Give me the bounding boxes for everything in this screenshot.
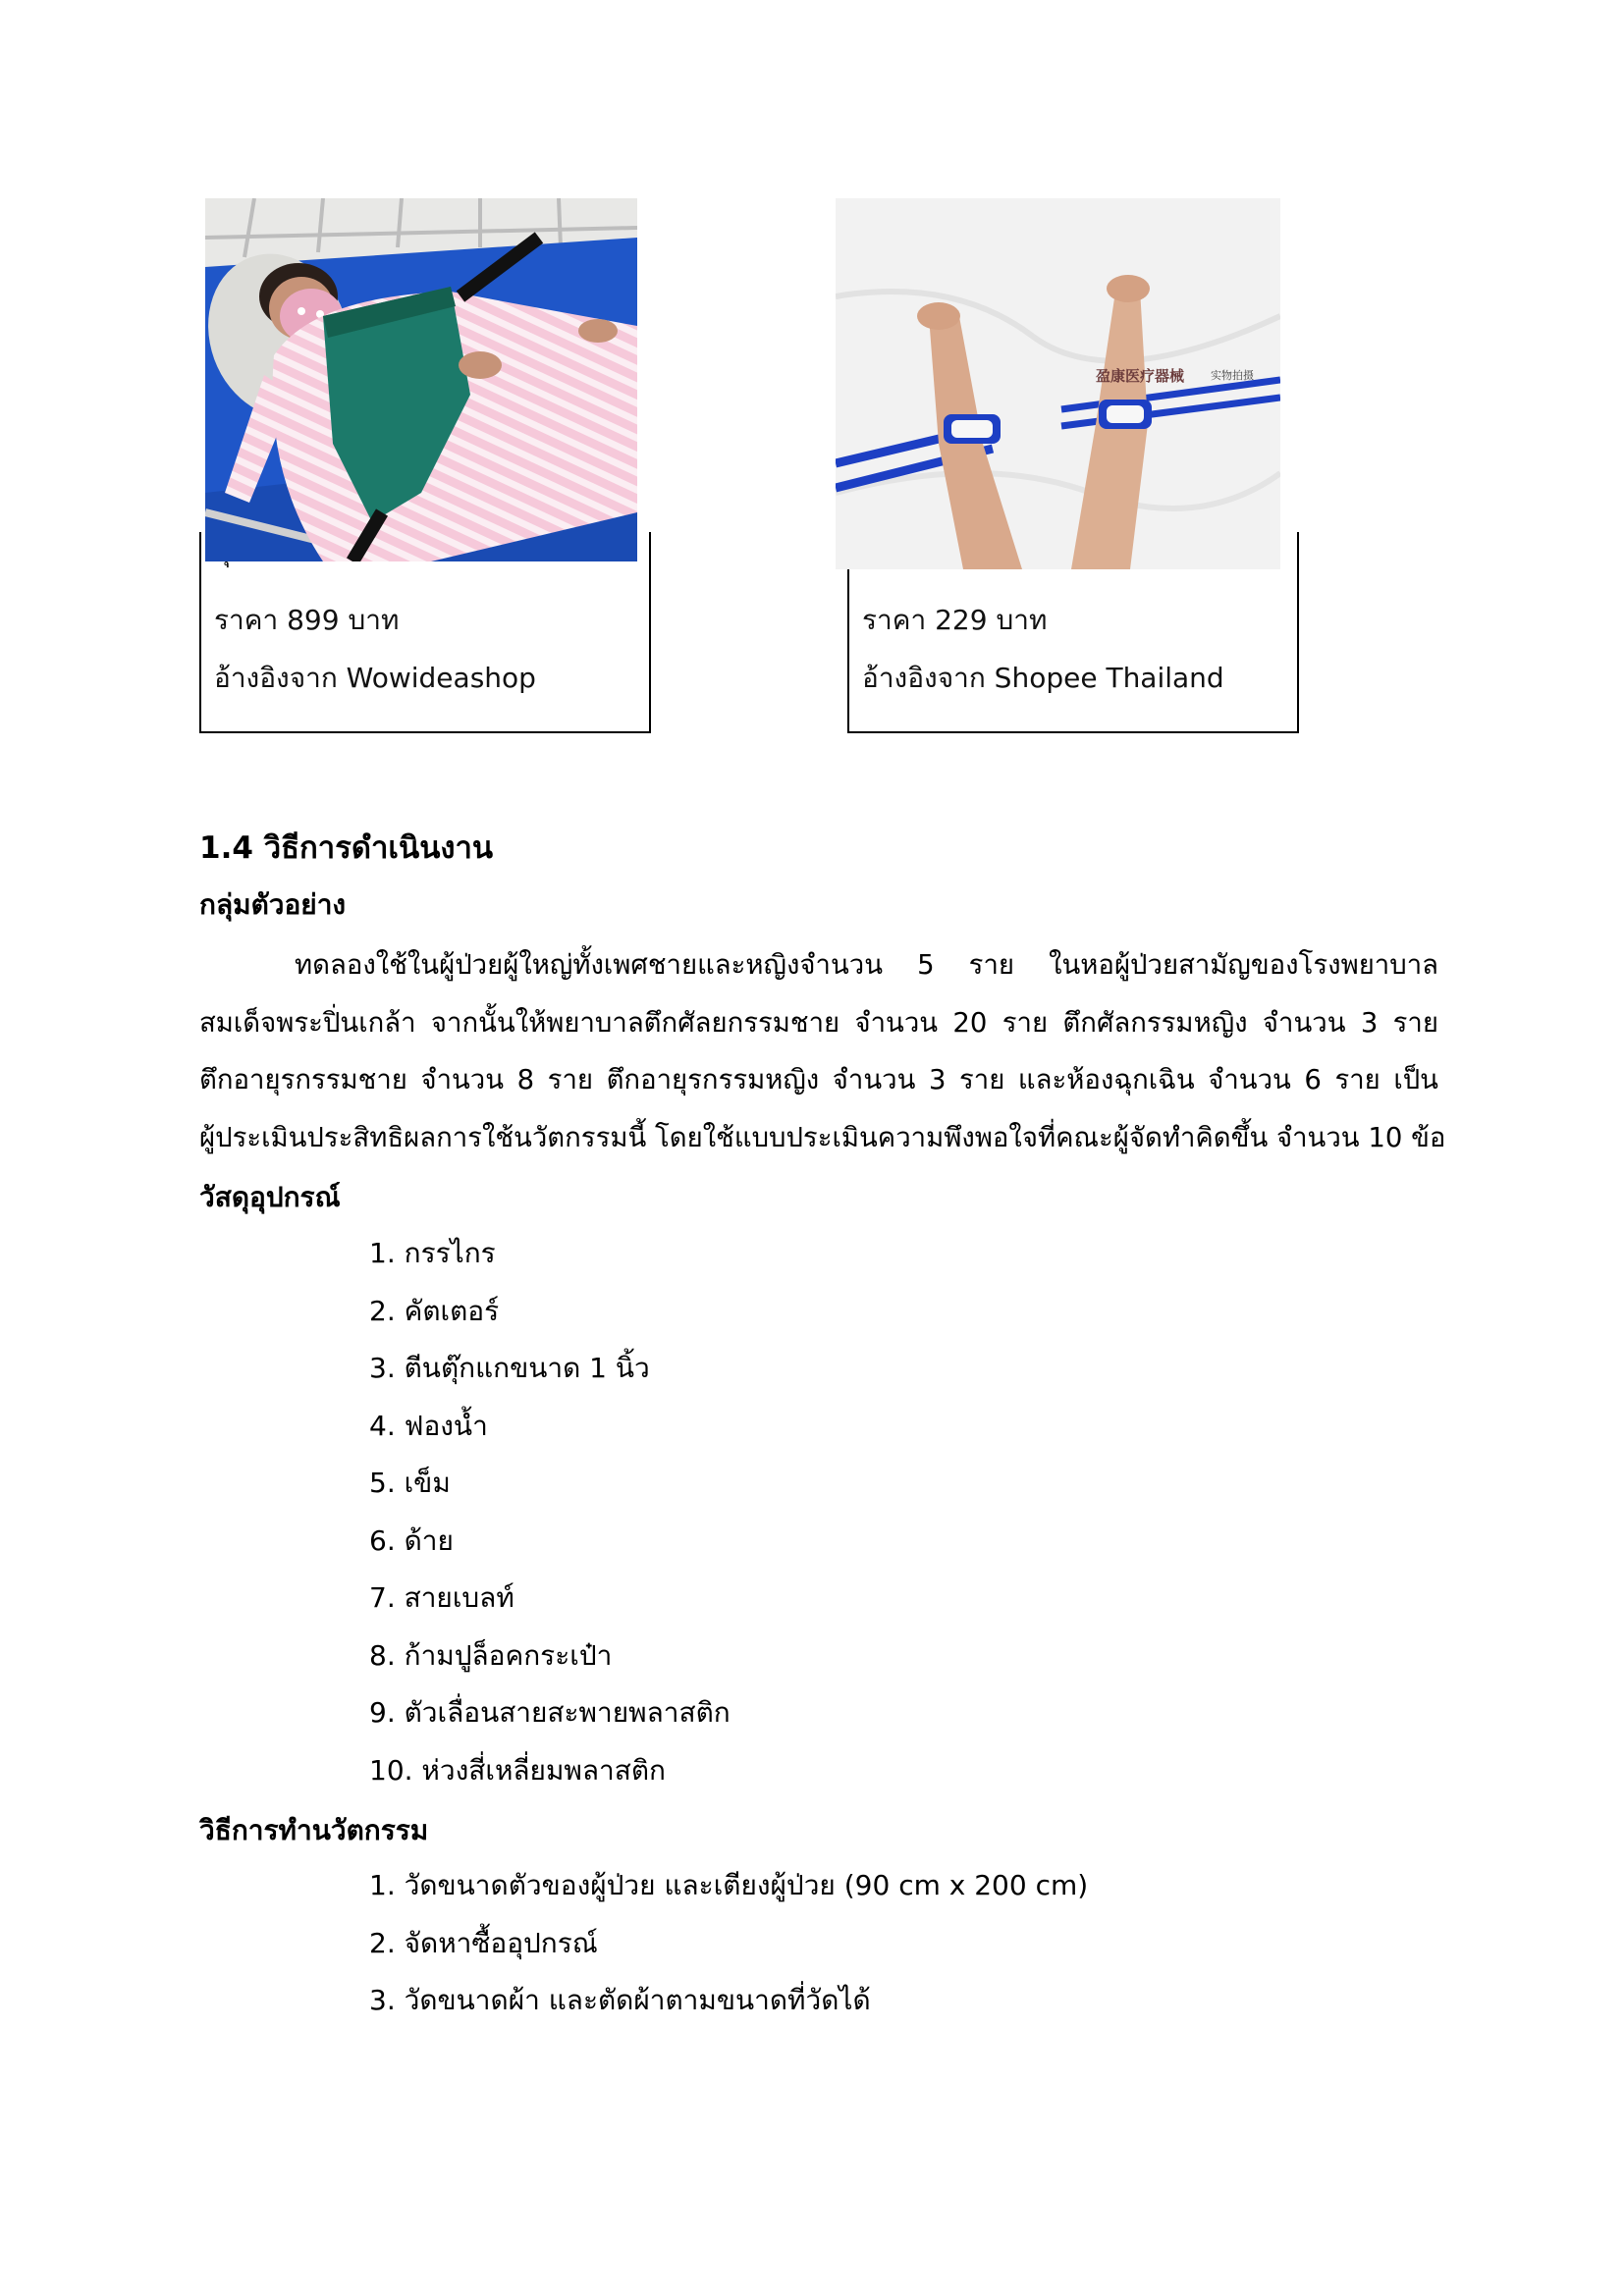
- list-item: 8. ก้ามปูล็อคกระเป๋า: [369, 1638, 613, 1672]
- list-item: 3. ตีนตุ๊กแกขนาด 1 นิ้ว: [369, 1352, 650, 1384]
- list-item: 6. ด้าย: [369, 1523, 454, 1557]
- list-item: 9. ตัวเลื่อนสายสะพายพลาสติก: [369, 1696, 731, 1729]
- list-item: 1. วัดขนาดตัวของผู้ป่วย และเตียงผู้ป่วย (90 cm x 200 cm): [369, 1869, 1089, 1901]
- figure-1-price: ราคา 899 บาท: [214, 604, 400, 636]
- section-title: 1.4 วิธีการดำเนินงาน: [199, 830, 494, 866]
- figure-2-source: อ้างอิงจาก Shopee Thailand: [862, 662, 1224, 694]
- sample-line-4: ผู้ประเมินประสิทธิผลการใช้นวัตกรรมนี้ โดยใช้แบบประเมินความพึงพอใจที่คณะผู้จัดทำคิดขึ้น จำนวน 10 ข้อ: [199, 1121, 1446, 1153]
- figure-1-source: อ้างอิงจาก Wowideashop: [214, 662, 536, 694]
- list-item: 7. สายเบลท์: [369, 1581, 514, 1614]
- photo-watermark-tag: 实物拍摄: [1211, 369, 1254, 382]
- list-item: 2. คัตเตอร์: [369, 1294, 500, 1327]
- sample-line-2: สมเด็จพระปิ่นเกล้า จากนั้นให้พยาบาลตึกศัลยกรรมชาย จำนวน 20 ราย ตึกศัลกรรมหญิง จำนวน 3 ราย: [199, 1006, 1438, 1039]
- sample-line-1: ทดลองใช้ในผู้ป่วยผู้ใหญ่ทั้งเพศชายและหญิงจำนวน 5 ราย ในหอผู้ป่วยสามัญของโรงพยาบาล: [295, 949, 1438, 981]
- list-item: 5. เข็ม: [369, 1467, 451, 1499]
- materials-heading: วัสดุอุปกรณ์: [199, 1181, 341, 1213]
- list-item: 3. วัดขนาดผ้า และตัดผ้าตามขนาดที่วัดได้: [369, 1984, 871, 2016]
- photo-watermark: 盈康医疗器械: [1096, 367, 1185, 385]
- list-item: 2. จัดหาซื้ออุปกรณ์: [369, 1926, 598, 1959]
- list-item: 10. ห่วงสี่เหลี่ยมพลาสติก: [369, 1753, 666, 1787]
- method-heading: วิธีการทำนวัตกรรม: [199, 1814, 429, 1846]
- figure-2-price: ราคา 229 บาท: [862, 604, 1048, 636]
- ankle-restraint-photo: [836, 198, 1280, 569]
- sample-paragraph: [199, 936, 1446, 1166]
- list-item: 1. กรรไกร: [369, 1237, 496, 1269]
- patient-restraint-photo: [205, 198, 637, 561]
- sample-heading: กลุ่มตัวอย่าง: [199, 888, 347, 921]
- sample-line-3: ตึกอายุรกรรมชาย จำนวน 8 ราย ตึกอายุรกรรมหญิง จำนวน 3 ราย และห้องฉุกเฉิน จำนวน 6 ราย เป็น: [199, 1064, 1438, 1095]
- list-item: 4. ฟองน้ำ: [369, 1409, 488, 1442]
